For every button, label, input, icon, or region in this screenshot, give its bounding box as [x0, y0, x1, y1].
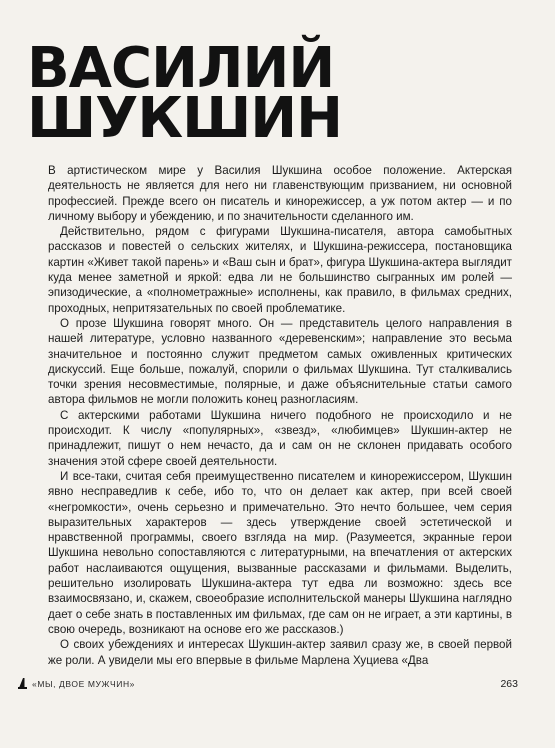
- paragraph: С актерскими работами Шукшина ничего подобного не происходило и не происходит. К числу «популярных», «звезд», «любимцев» Шукшин-актер не принадлежит, пишут о нем нечасто, да и сам он не склонен придавать особого значения этой сфере своей деятельности.: [48, 408, 512, 468]
- page-number: 263: [500, 678, 518, 690]
- page-footer: [18, 675, 518, 693]
- title-line-last-name: ШУКШИН: [27, 86, 343, 151]
- article-body: [48, 163, 512, 668]
- film-title-label: «МЫ, ДВОЕ МУЖЧИН»: [32, 679, 136, 689]
- film-series-mark-icon: [18, 677, 28, 689]
- paragraph: В артистическом мире у Василия Шукшина особое положение. Актерская деятельность не является для него ни главенствующим призванием, ни основной профессией. Прежде всего он писатель и кинорежиссер, а уж потом актер — и по личному выбору и убеждению, и по значительности сделанного им.: [48, 164, 512, 223]
- page-title: [27, 36, 343, 151]
- paragraph: О своих убеждениях и интересах Шукшин-актер заявил сразу же, в своей первой же роли. А увидели мы его впервые в фильме Марлена Хуциева «Два: [48, 638, 512, 667]
- paragraph: О прозе Шукшина говорят много. Он — представитель целого направления в нашей литературе, условно названного «деревенским»; направление это весьма значительное и постоянно служит предметом самых оживленных критических дискуссий. Еще больше, пожалуй, спорили о фильмах Шукшина. Тут сталкивались точки зрения несовместимые, полярные, и даже объяснительные статьи самого автора фильмов не могли положить конец разногласиям.: [48, 316, 512, 407]
- title-line-first-name: ВАСИЛИЙ: [27, 36, 335, 101]
- paragraph: Действительно, рядом с фигурами Шукшина-писателя, автора самобытных рассказов и повестей о сельских жителях, и Шукшина-режиссера, постановщика картин «Живет такой парень» и «Ваш сын и брат», фигура Шукшина-актера выглядит куда менее заметной и яркой: едва ли не большинство сыгранных им ролей — эпизодические, а «полнометражные» исполнены, как правило, в фильмах средних, проходных, непритязательных по своей проблематике.: [48, 225, 512, 315]
- paragraph: И все-таки, считая себя преимущественно писателем и кинорежиссером, Шукшин явно несправедлив к себе, ибо то, что он делает как актер, при всей своей «негромкости», очень серьезно и примечательно. Это нечто большее, чем серия выразительных характеров — здесь утверждение своей эстетической и нравственной программы, своего взгляда на мир. (Разумеется, экранные герои Шукшина невольно сопоставляются с литературными, на впечатления от актерских работ наслаиваются ощущения, вызванные рассказами и фильмами. Выделить, решительно изолировать Шукшина-актера тут едва ли возможно: здесь все взаимосвязано, и, скажем, своеобразие исполнительской манеры Шукшина наглядно дает о себе знать в поставленных им фильмах, где сам он не играет, а эти картины, в свою очередь, возникают на основе его же рассказов.): [48, 469, 512, 636]
